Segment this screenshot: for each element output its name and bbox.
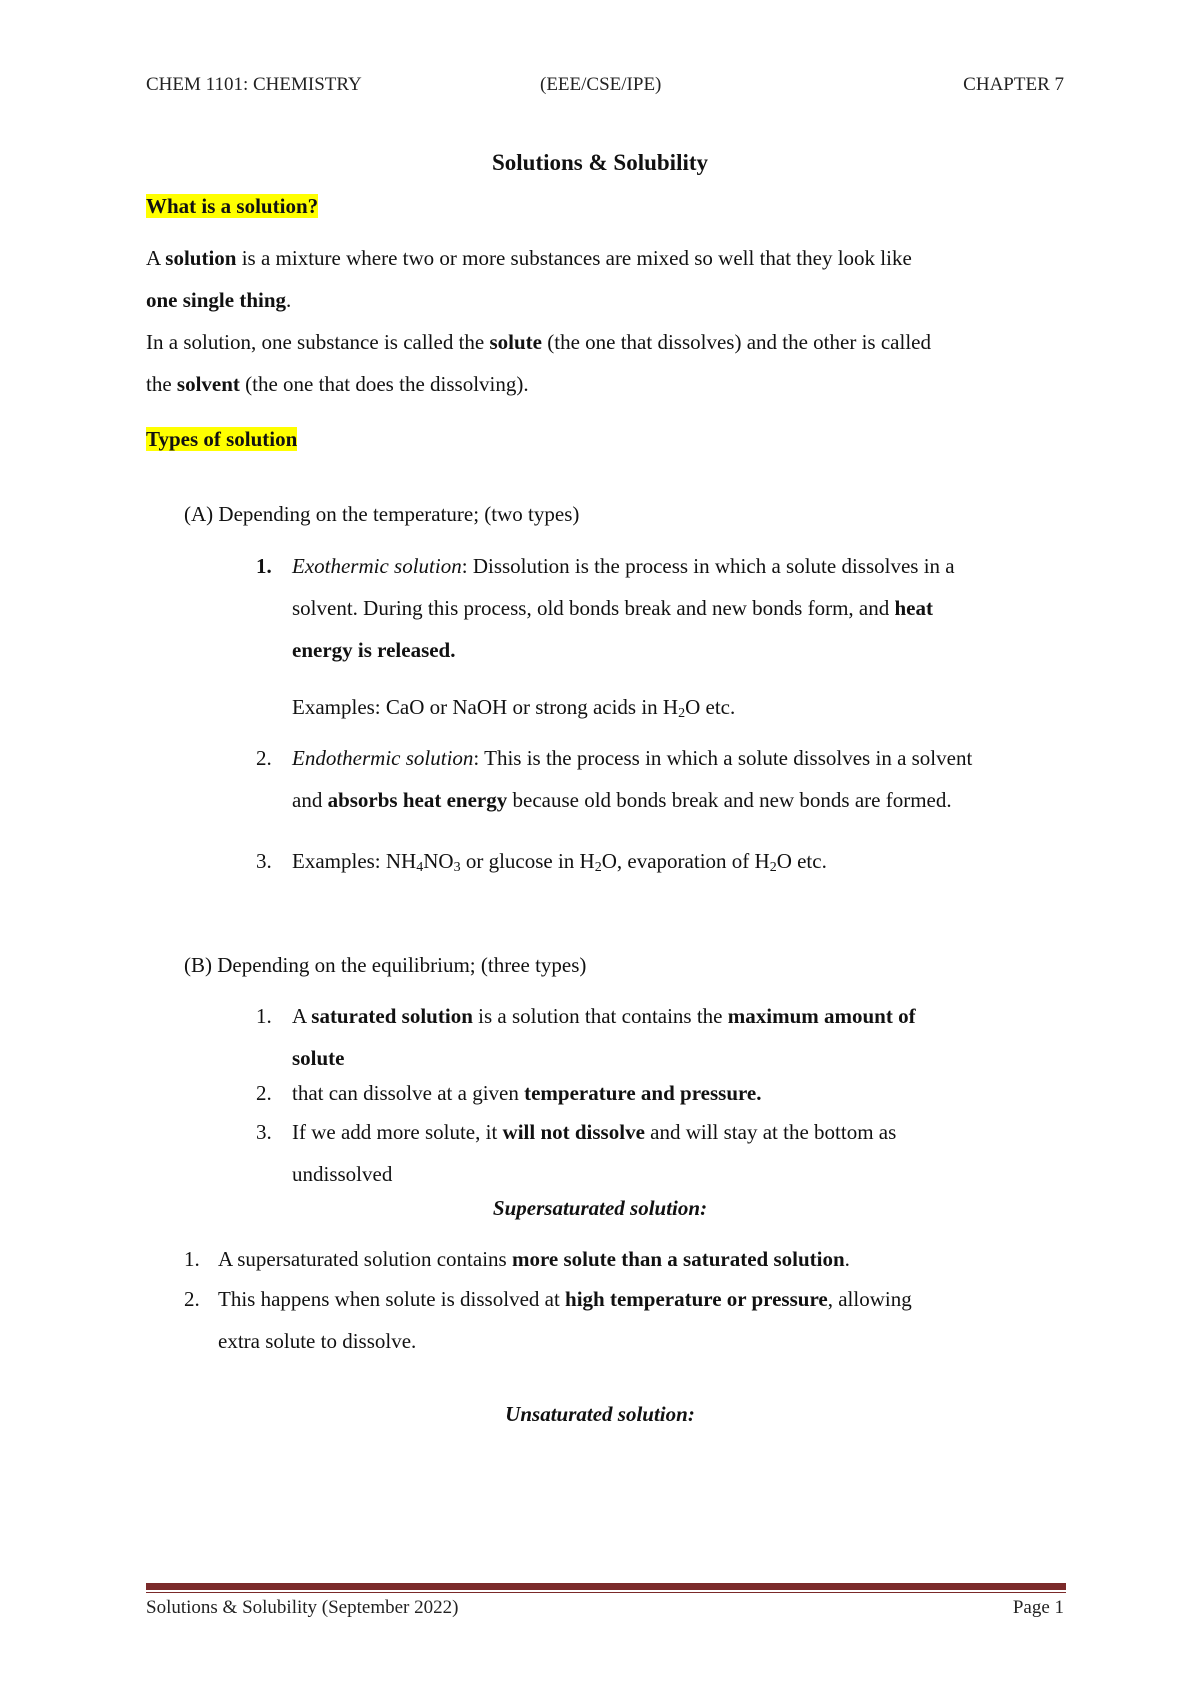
exothermic-item: Exothermic solution: Dissolution is the process in which a solute dissolves in a solvent. During this process, old bonds break and new bonds form, and heat energy is released. [292, 554, 955, 662]
endothermic-examples: Examples: $NH_4NO_3$ or glucose in $H_2O$, evaporation of $H_2O$ etc. [292, 849, 827, 875]
unsaturated-heading: Unsaturated solution: [505, 1402, 695, 1426]
list-number: 1. [184, 1247, 200, 1271]
list-number: 1. [256, 1004, 272, 1028]
header-chapter: CHAPTER 7 [963, 74, 1064, 95]
list-number: 3. [256, 1120, 272, 1144]
footer-rule [146, 1583, 1066, 1590]
footer-title: Solutions & Solubility (September 2022) [146, 1597, 459, 1618]
saturated-item: A saturated solution is a solution that contains the maximum amount of solute [292, 1004, 916, 1070]
page-number: Page 1 [1012, 1597, 1064, 1618]
exothermic-examples: Examples: CaO or NaOH or strong acids in $H_2O$ etc. [292, 695, 736, 721]
saturated-item-3: If we add more solute, it will not dissolve and will stay at the bottom as undissolved [292, 1120, 897, 1186]
label-temperature-types: (A) Depending on the temperature; (two types) [184, 502, 580, 526]
list-number: 2. [256, 1081, 272, 1105]
section-heading-types: Types of solution [146, 427, 298, 451]
header-dept: (EEE/CSE/IPE) [540, 74, 662, 95]
definition-paragraph: A solution is a mixture where two or more substances are mixed so well that they look like one single thing. In a solution, one substance is called the solute (the one that dissolves) and the other is called the solvent (the one that does the dissolving). [146, 246, 931, 396]
supersaturated-item-1: A supersaturated solution contains more solute than a saturated solution. [218, 1247, 850, 1271]
label-equilibrium-types: (B) Depending on the equilibrium; (three types) [184, 953, 587, 977]
section-heading-what-is-solution: What is a solution? [146, 194, 319, 218]
header-course: CHEM 1101: CHEMISTRY [146, 74, 362, 95]
list-number: 1. [256, 554, 272, 578]
list-number: 3. [256, 849, 272, 873]
footer-rule-thin [146, 1592, 1066, 1593]
page-title: Solutions & Solubility [491, 150, 709, 175]
supersaturated-item-2: This happens when solute is dissolved at high temperature or pressure, allowing extra solute to dissolve. [218, 1287, 912, 1353]
list-number: 2. [184, 1287, 200, 1311]
endothermic-item: Endothermic solution: This is the process in which a solute dissolves in a solvent and absorbs heat energy because old bonds break and new bonds are formed. [292, 746, 973, 812]
saturated-item-2: that can dissolve at a given temperature and pressure. [292, 1081, 762, 1105]
list-number: 2. [256, 746, 272, 770]
supersaturated-heading: Supersaturated solution: [492, 1196, 708, 1220]
